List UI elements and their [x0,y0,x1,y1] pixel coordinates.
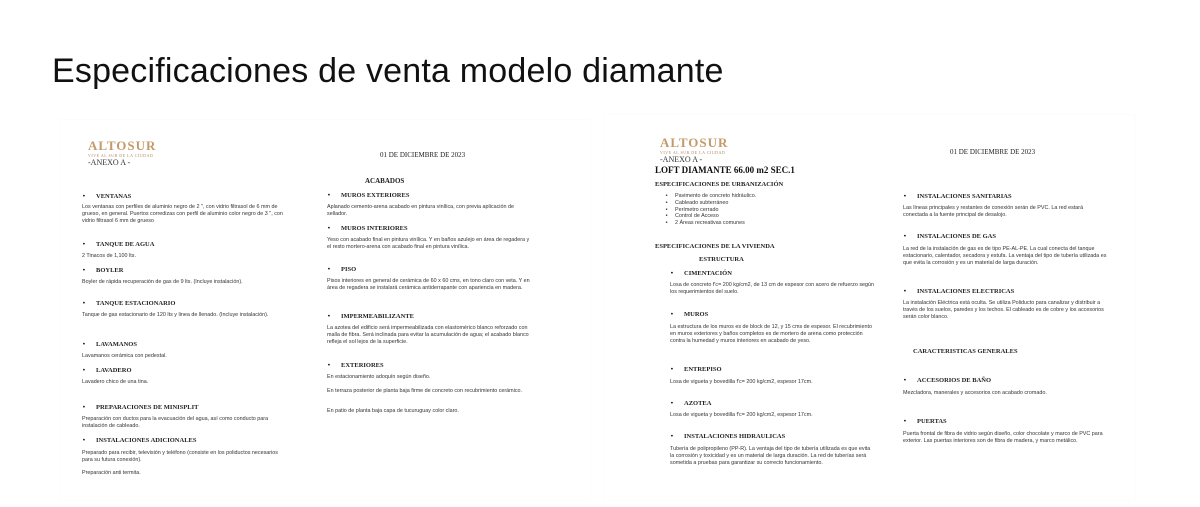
section-text: Losa de vigueta y bovedilla f'c= 200 kg/cm2, espesor 17cm. [670,379,813,385]
urbanizacion-heading: ESPECIFICACIONES DE URBANIZACIÓN [655,181,784,188]
list-item: • Cableado subterráneo [665,200,756,207]
section-heading: • AZOTEA [670,399,711,407]
section-text: Tubería de polipropileno (PP-R). La ventaja del tipo de tubería utilizada es que evita la corrosión y toxicidad y es un material de larga duración. La red de tuberías será sometida a pruebas para garantizar su correcto funcionamiento. [670,446,871,466]
right-document [605,115,1135,500]
section-text: Yeso con acabado final en pintura vinílica. Y en baños azulejo en área de regadera y el resto mortero-arena con acabado final en pintura vinílica. [327,237,530,250]
section-text: La instalación Eléctrica está oculta. Se utiliza Poliducto para canalizar y distribuir a través de los suelos, paredes y los techos. El cableado es de cobre y los accesorios serán color blanco. [903,300,1104,320]
brand-logo [88,138,156,158]
section-text: Mezcladora, manerales y accesorios con acabado cromado. [903,390,1047,396]
section-heading: • PISO [327,265,356,273]
section-text: Losa de concreto f'c= 200 kg/cm2, de 13 cm de espesor con acero de refuerzo según los requerimientos del suelo. [670,282,875,295]
section-text: La red de la instalación de gas es de tipo PE-AL-PE. La cual conecta del tanque estacionario, calentador, secadora y estufa. La ventaja del tipo de tubería utilizada es que evita la corrosión y es un material de larga duración. [903,246,1107,266]
section-text: 2 Tinacos de 1,100 lts. [82,253,136,259]
section-heading: • MUROS [670,310,708,318]
section-text: Pisos interiores en general de cerámica de 60 x 60 cms, en tono claro con veta. Y en área de regadera se instalará cerámica antiderrapante con apariencia en madera. [327,278,530,291]
section-heading: • EXTERIORES [327,361,384,369]
slide-title: Especificaciones de venta modelo diamante [52,52,724,90]
list-item: • Perímetro cerrado [665,207,756,214]
section-text: Lavadero chico de una tina. [82,379,149,385]
section-heading: • ACCESORIOS DE BAÑO [903,376,991,384]
section-heading: • INSTALACIONES DE GAS [903,232,996,240]
anexo-label: -ANEXO A - [88,158,131,167]
left-document [60,120,590,500]
section-text: Preparado para recibir, televisión y teléfono (consiste en los poliductos necesarios para su futura conexión). [82,450,278,463]
section-text: La estructura de los muros es de block de 12, y 15 cms de espesor. El recubrimiento en muros exteriores y baños completos es de mortero de arena como protección contra la humedad y muros interiores en acabado de yeso. [670,324,872,344]
section-heading: • MUROS EXTERIORES [327,191,409,199]
section-text: Tanque de gas estacionario de 120 lts y linea de llenado. (Incluye instalación). [82,312,269,318]
anexo-label: -ANEXO A - [660,155,703,164]
section-heading: • CIMENTACIÓN [670,269,732,277]
section-heading: • PREPARACIONES DE MINISPLIT [82,403,198,411]
section-heading: • INSTALACIONES HIDRAULICAS [670,432,785,440]
estructura-heading: ESTRUCTURA [699,256,744,263]
brand-tagline: VIVE AL SUR DE LA CIUDAD [88,153,154,158]
section-heading: • IMPERMEABILIZANTE [327,312,414,320]
section-heading: • INSTALACIONES SANITARIAS [903,192,1012,200]
brand-logo [660,135,728,155]
brand-tagline: VIVE AL SUR DE LA CIUDAD [660,150,726,155]
section-text: Los ventanas con perfiles de aluminio negro de 2 ", con vidrio filtrasol de 6 mm de grueso, en general. Puertos corredizas con perfil de aluminio color negro de 3 ", con vidrio filtrasol 6 mm de grueso [82,204,283,224]
section-text: Aplanado cemento-arena acabado en pintura vinílica, con previa aplicación de sellador. [327,204,514,217]
brand-name: ALTOSUR [660,135,729,150]
model-title: LOFT DIAMANTE 66.00 m2 SEC.1 [655,165,795,175]
section-heading: • LAVADERO [82,366,132,374]
section-text: Puerta frontal de fibra de vidrio según diseño, color chocolate y marco de PVC para exterior. Las puertas interiores son de fibra de madera, y marco metálico. [903,431,1103,444]
brand-name: ALTOSUR [88,138,157,153]
section-heading: • BOYLER [82,266,123,274]
section-heading: • INSTALACIONES ELECTRICAS [903,287,1014,295]
urbanizacion-list [665,193,756,227]
section-heading: • INSTALACIONES ADICIONALES [82,436,196,444]
section-text: Boyler de rápida recuperación de gas de 9 lts. (Incluye instalación). [82,279,243,285]
section-text: Lavamanos cerámica con pedestal. [82,353,167,359]
document-date: 01 DE DICIEMBRE DE 2023 [380,151,466,159]
acabados-title: ACABADOS [365,177,405,185]
section-text: En patio de planta baja capa de tucuruguay color claro. [327,408,459,414]
section-heading: • PUERTAS [903,417,947,425]
section-heading: • TANQUE DE AGUA [82,240,154,248]
section-heading: • ENTREPISO [670,365,722,373]
section-text: Preparación con ductos para la evacuación del agua, así como conducto para instalación de cableado. [82,416,269,429]
section-text: Las líneas principales y restantes de conexión serán de PVC. La red estará conectada a la fuente principal de desalojo. [903,205,1084,218]
list-item: • Control de Acceso [665,213,756,220]
section-heading: • LAVAMANOS [82,340,137,348]
section-text: La azotea del edificio será impermeabilizada con elastomérico blanco reforzado con malla de fibra. Será inclinada para evitar la acumulación de agua; el acabado blanco refleja el sol lejos de la superficie. [327,325,529,345]
section-heading: • TANQUE ESTACIONARIO [82,299,175,307]
section-heading: • VENTANAS [82,192,131,200]
list-item: • Pavimento de concreto hidráulico. [665,193,756,200]
section-heading: • MUROS INTERIORES [327,224,408,232]
section-text: En terraza posterior de planta baja firme de concreto con recubrimiento cerámico. [327,388,523,394]
section-text: Losa de vigueta y bovedilla f'c= 200 kg/cm2, espesor 17cm. [670,412,813,418]
section-text: En estacionamiento adoquín según diseño. [327,374,431,380]
document-date: 01 DE DICIEMBRE DE 2023 [950,148,1036,156]
list-item: • 2 Áreas recreativas comunes [665,220,756,227]
generales-heading: CARACTERISTICAS GENERALES [913,348,1018,355]
vivienda-heading: ESPECIFICACIONES DE LA VIVIENDA [655,243,775,250]
section-text: Preparación anti termita. [82,470,141,476]
